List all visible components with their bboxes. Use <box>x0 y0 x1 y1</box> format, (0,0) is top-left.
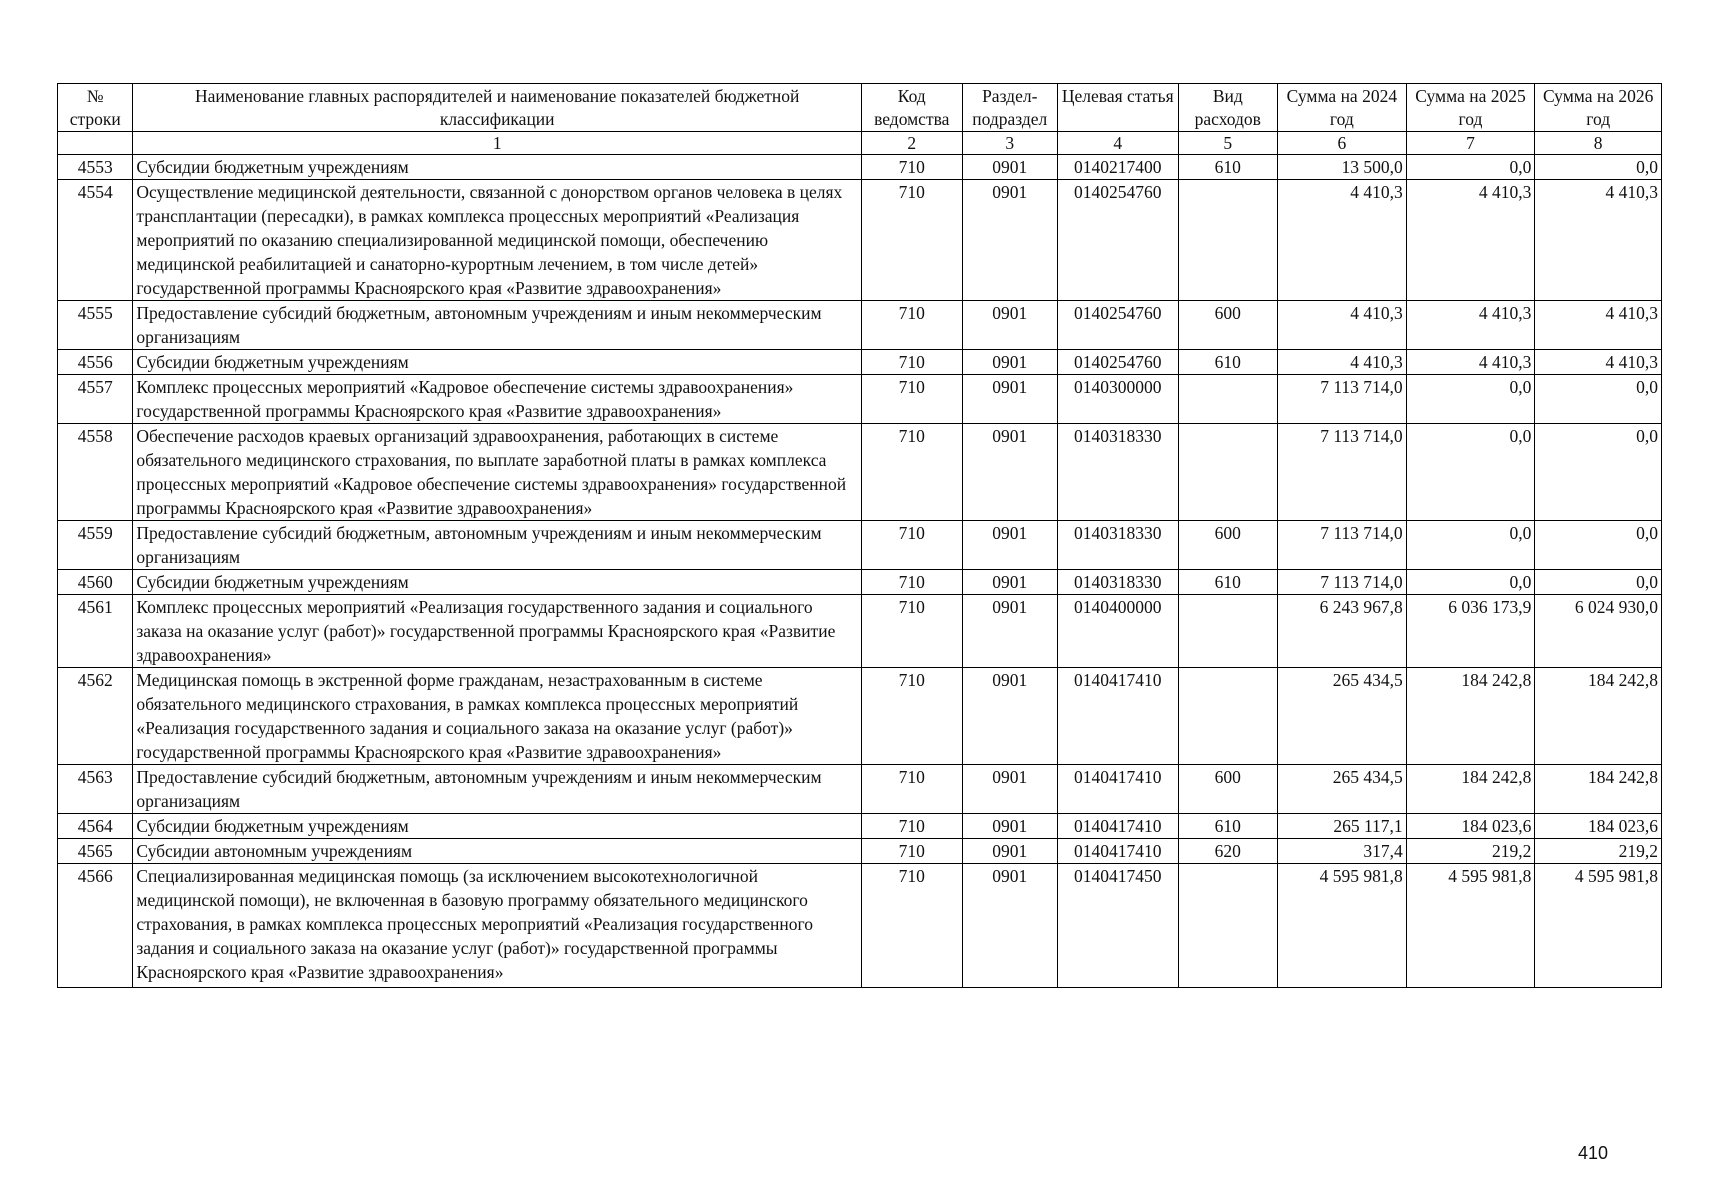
row-section: 0901 <box>962 375 1057 424</box>
column-number: 2 <box>862 132 963 155</box>
row-sum-2026: 0,0 <box>1535 424 1662 521</box>
row-sum-2025: 4 595 981,8 <box>1406 864 1535 988</box>
column-number: 7 <box>1406 132 1535 155</box>
column-number: 4 <box>1057 132 1178 155</box>
table-row <box>58 521 1662 570</box>
table-row <box>58 864 1662 988</box>
row-target-article: 0140254760 <box>1057 350 1178 375</box>
row-section: 0901 <box>962 155 1057 180</box>
row-section: 0901 <box>962 301 1057 350</box>
header-row <box>58 84 1662 132</box>
column-number: 8 <box>1535 132 1662 155</box>
row-dept-code: 710 <box>862 424 963 521</box>
page-number: 410 <box>1578 1143 1609 1163</box>
column-number-row <box>58 132 1662 155</box>
row-name: Субсидии автономным учреждениям <box>133 839 862 864</box>
row-number: 4561 <box>58 595 133 668</box>
row-target-article: 0140254760 <box>1057 301 1178 350</box>
header-section: Раздел-подраздел <box>962 84 1057 132</box>
row-name: Предоставление субсидий бюджетным, автономным учреждениям и иным некоммерческим организациям <box>133 765 862 814</box>
row-expense-kind: 610 <box>1178 814 1277 839</box>
row-name: Субсидии бюджетным учреждениям <box>133 155 862 180</box>
row-sum-2024: 317,4 <box>1278 839 1407 864</box>
row-expense-kind: 610 <box>1178 350 1277 375</box>
row-expense-kind <box>1178 864 1277 988</box>
row-sum-2026: 0,0 <box>1535 375 1662 424</box>
row-sum-2026: 4 595 981,8 <box>1535 864 1662 988</box>
row-target-article: 0140400000 <box>1057 595 1178 668</box>
row-sum-2025: 4 410,3 <box>1406 350 1535 375</box>
row-sum-2024: 4 410,3 <box>1278 350 1407 375</box>
row-expense-kind: 600 <box>1178 301 1277 350</box>
header-target-article: Целевая статья <box>1057 84 1178 132</box>
row-sum-2026: 184 242,8 <box>1535 668 1662 765</box>
table-row <box>58 814 1662 839</box>
row-target-article: 0140217400 <box>1057 155 1178 180</box>
row-dept-code: 710 <box>862 375 963 424</box>
row-section: 0901 <box>962 180 1057 301</box>
row-sum-2026: 4 410,3 <box>1535 301 1662 350</box>
row-expense-kind <box>1178 375 1277 424</box>
row-number: 4557 <box>58 375 133 424</box>
header-sum-2025: Сумма на 2025 год <box>1406 84 1535 132</box>
row-sum-2025: 6 036 173,9 <box>1406 595 1535 668</box>
row-dept-code: 710 <box>862 521 963 570</box>
table-body <box>58 155 1662 988</box>
header-sum-2024: Сумма на 2024 год <box>1278 84 1407 132</box>
row-name: Обеспечение расходов краевых организаций здравоохранения, работающих в системе обязательного медицинского страхования, по выплате заработной платы в рамках комплекса процессных мероприятий «Кадровое обеспечение системы здравоохранения» государственной программы Красноярского края «Развитие здравоохранения» <box>133 424 862 521</box>
row-sum-2024: 7 113 714,0 <box>1278 375 1407 424</box>
row-sum-2024: 13 500,0 <box>1278 155 1407 180</box>
row-section: 0901 <box>962 814 1057 839</box>
row-number: 4566 <box>58 864 133 988</box>
row-name: Специализированная медицинская помощь (за исключением высокотехнологичной медицинской помощи), не включенная в базовую программу обязательного медицинского страхования, в рамках комплекса процессных мероприятий «Реализация государственного задания и социального заказа на оказание услуг (работ)» государственной программы Красноярского края «Развитие здравоохранения» <box>133 864 862 988</box>
row-section: 0901 <box>962 595 1057 668</box>
column-number-blank <box>58 132 133 155</box>
column-number: 1 <box>133 132 862 155</box>
row-expense-kind: 600 <box>1178 765 1277 814</box>
row-expense-kind <box>1178 424 1277 521</box>
row-section: 0901 <box>962 350 1057 375</box>
row-section: 0901 <box>962 668 1057 765</box>
row-sum-2026: 184 023,6 <box>1535 814 1662 839</box>
row-name: Предоставление субсидий бюджетным, автономным учреждениям и иным некоммерческим организациям <box>133 301 862 350</box>
row-expense-kind: 600 <box>1178 521 1277 570</box>
row-expense-kind <box>1178 180 1277 301</box>
row-dept-code: 710 <box>862 155 963 180</box>
row-number: 4553 <box>58 155 133 180</box>
column-number: 3 <box>962 132 1057 155</box>
row-sum-2025: 0,0 <box>1406 570 1535 595</box>
row-target-article: 0140417450 <box>1057 864 1178 988</box>
row-expense-kind: 610 <box>1178 570 1277 595</box>
row-dept-code: 710 <box>862 595 963 668</box>
row-dept-code: 710 <box>862 301 963 350</box>
row-target-article: 0140417410 <box>1057 668 1178 765</box>
row-target-article: 0140318330 <box>1057 570 1178 595</box>
row-number: 4559 <box>58 521 133 570</box>
budget-table <box>57 83 1662 988</box>
row-number: 4560 <box>58 570 133 595</box>
row-sum-2024: 265 434,5 <box>1278 668 1407 765</box>
row-name: Субсидии бюджетным учреждениям <box>133 350 862 375</box>
row-name: Комплекс процессных мероприятий «Кадровое обеспечение системы здравоохранения» государственной программы Красноярского края «Развитие здравоохранения» <box>133 375 862 424</box>
row-sum-2024: 4 410,3 <box>1278 301 1407 350</box>
row-dept-code: 710 <box>862 839 963 864</box>
row-expense-kind: 620 <box>1178 839 1277 864</box>
row-sum-2026: 219,2 <box>1535 839 1662 864</box>
row-section: 0901 <box>962 839 1057 864</box>
row-sum-2025: 184 242,8 <box>1406 765 1535 814</box>
row-dept-code: 710 <box>862 864 963 988</box>
header-name: Наименование главных распорядителей и наименование показателей бюджетной классификации <box>133 84 862 132</box>
row-sum-2026: 4 410,3 <box>1535 350 1662 375</box>
row-name: Осуществление медицинской деятельности, связанной с донорством органов человека в целях трансплантации (пересадки), в рамках комплекса процессных мероприятий «Реализация мероприятий по оказанию специализированной медицинской помощи, обеспечению медицинской реабилитацией и санаторно-курортным лечением, в том числе детей» государственной программы Красноярского края «Развитие здравоохранения» <box>133 180 862 301</box>
row-sum-2025: 0,0 <box>1406 375 1535 424</box>
row-sum-2024: 7 113 714,0 <box>1278 424 1407 521</box>
row-dept-code: 710 <box>862 570 963 595</box>
row-target-article: 0140417410 <box>1057 839 1178 864</box>
row-sum-2025: 184 242,8 <box>1406 668 1535 765</box>
column-number: 5 <box>1178 132 1277 155</box>
row-sum-2026: 6 024 930,0 <box>1535 595 1662 668</box>
row-name: Медицинская помощь в экстренной форме гражданам, незастрахованным в системе обязательного медицинского страхования, в рамках комплекса процессных мероприятий «Реализация государственного задания и социального заказа на оказание услуг (работ)» государственной программы Красноярского края «Развитие здравоохранения» <box>133 668 862 765</box>
row-number: 4554 <box>58 180 133 301</box>
row-dept-code: 710 <box>862 765 963 814</box>
row-section: 0901 <box>962 765 1057 814</box>
header-sum-2026: Сумма на 2026 год <box>1535 84 1662 132</box>
row-section: 0901 <box>962 424 1057 521</box>
row-sum-2025: 4 410,3 <box>1406 301 1535 350</box>
header-expense-kind: Вид расходов <box>1178 84 1277 132</box>
table-row <box>58 375 1662 424</box>
table-row <box>58 668 1662 765</box>
table-row <box>58 301 1662 350</box>
row-number: 4555 <box>58 301 133 350</box>
row-number: 4565 <box>58 839 133 864</box>
row-number: 4563 <box>58 765 133 814</box>
row-name: Комплекс процессных мероприятий «Реализация государственного задания и социального заказа на оказание услуг (работ)» государственной программы Красноярского края «Развитие здравоохранения» <box>133 595 862 668</box>
row-number: 4558 <box>58 424 133 521</box>
row-number: 4562 <box>58 668 133 765</box>
row-sum-2025: 0,0 <box>1406 155 1535 180</box>
row-sum-2024: 4 595 981,8 <box>1278 864 1407 988</box>
row-sum-2024: 265 434,5 <box>1278 765 1407 814</box>
row-sum-2026: 184 242,8 <box>1535 765 1662 814</box>
row-sum-2026: 4 410,3 <box>1535 180 1662 301</box>
row-sum-2026: 0,0 <box>1535 521 1662 570</box>
row-section: 0901 <box>962 864 1057 988</box>
row-sum-2024: 7 113 714,0 <box>1278 570 1407 595</box>
row-name: Субсидии бюджетным учреждениям <box>133 570 862 595</box>
table-row <box>58 570 1662 595</box>
table-row <box>58 839 1662 864</box>
row-sum-2024: 6 243 967,8 <box>1278 595 1407 668</box>
row-sum-2024: 265 117,1 <box>1278 814 1407 839</box>
row-target-article: 0140417410 <box>1057 814 1178 839</box>
row-target-article: 0140300000 <box>1057 375 1178 424</box>
row-target-article: 0140318330 <box>1057 521 1178 570</box>
table-row <box>58 424 1662 521</box>
table-row <box>58 350 1662 375</box>
row-expense-kind: 610 <box>1178 155 1277 180</box>
table-row <box>58 155 1662 180</box>
row-sum-2026: 0,0 <box>1535 570 1662 595</box>
row-expense-kind <box>1178 668 1277 765</box>
table-row <box>58 180 1662 301</box>
row-dept-code: 710 <box>862 814 963 839</box>
row-sum-2025: 184 023,6 <box>1406 814 1535 839</box>
row-dept-code: 710 <box>862 180 963 301</box>
row-dept-code: 710 <box>862 668 963 765</box>
row-number: 4564 <box>58 814 133 839</box>
column-number: 6 <box>1278 132 1407 155</box>
row-sum-2026: 0,0 <box>1535 155 1662 180</box>
row-sum-2025: 4 410,3 <box>1406 180 1535 301</box>
row-name: Субсидии бюджетным учреждениям <box>133 814 862 839</box>
row-expense-kind <box>1178 595 1277 668</box>
row-sum-2025: 0,0 <box>1406 521 1535 570</box>
row-name: Предоставление субсидий бюджетным, автономным учреждениям и иным некоммерческим организациям <box>133 521 862 570</box>
row-sum-2024: 4 410,3 <box>1278 180 1407 301</box>
header-row-number: № строки <box>58 84 133 132</box>
row-section: 0901 <box>962 570 1057 595</box>
header-dept-code: Код ведомства <box>862 84 963 132</box>
row-sum-2025: 0,0 <box>1406 424 1535 521</box>
row-dept-code: 710 <box>862 350 963 375</box>
table-row <box>58 765 1662 814</box>
row-target-article: 0140417410 <box>1057 765 1178 814</box>
row-section: 0901 <box>962 521 1057 570</box>
row-sum-2025: 219,2 <box>1406 839 1535 864</box>
row-number: 4556 <box>58 350 133 375</box>
row-target-article: 0140254760 <box>1057 180 1178 301</box>
row-target-article: 0140318330 <box>1057 424 1178 521</box>
row-sum-2024: 7 113 714,0 <box>1278 521 1407 570</box>
table-row <box>58 595 1662 668</box>
